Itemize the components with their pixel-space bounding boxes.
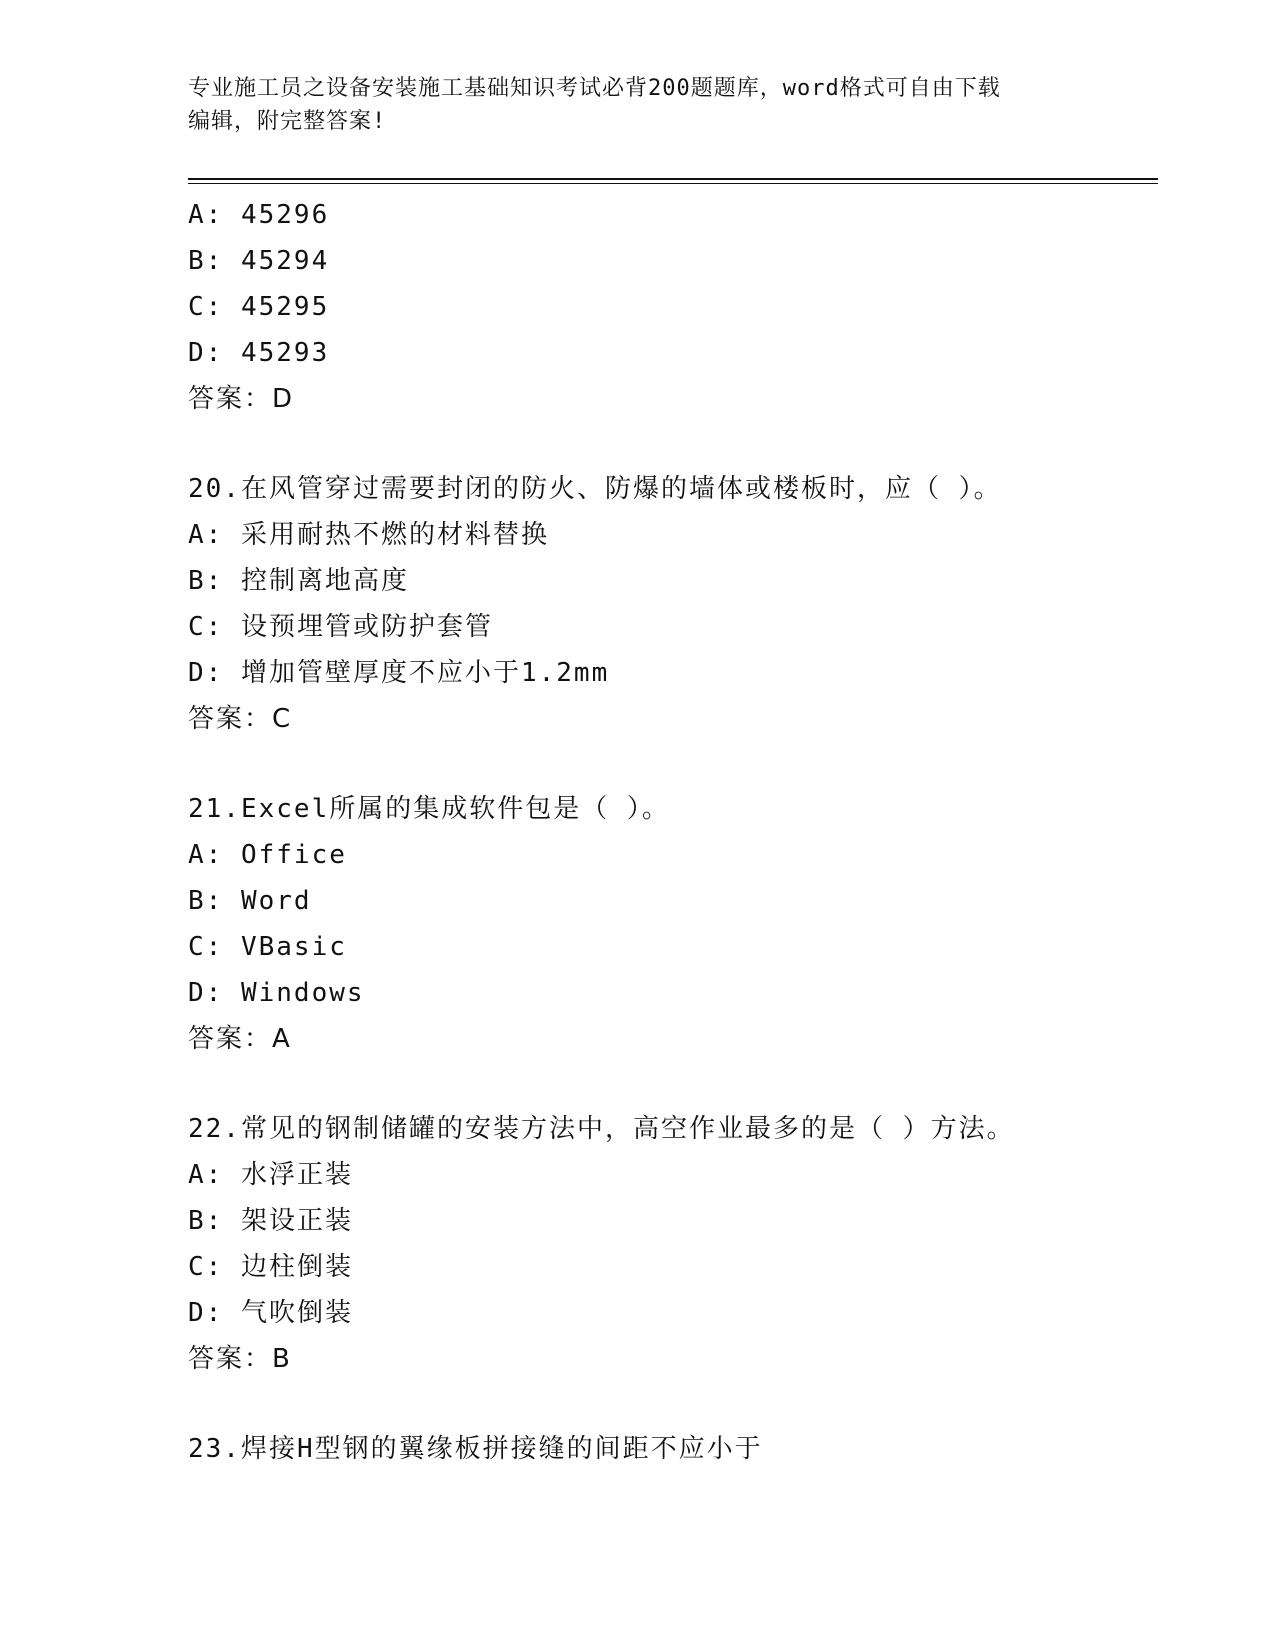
header-title-line2: 编辑，附完整答案! [188, 109, 387, 134]
question-list [188, 190, 1168, 1516]
answer-line: 答案：A [188, 1024, 292, 1054]
answer-line: 答案：C [188, 704, 293, 734]
option-b: B: 控制离地高度 [188, 566, 409, 596]
option-a: A: 45296 [188, 200, 330, 230]
answer-line: 答案：D [188, 384, 295, 414]
header-rule-bottom [188, 183, 1158, 184]
option-c: C: 设预埋管或防护套管 [188, 612, 493, 642]
option-c: C: 边柱倒装 [188, 1252, 353, 1282]
question-block-22 [188, 1106, 1168, 1382]
question-block-23 [188, 1426, 1168, 1472]
option-a: A: 采用耐热不燃的材料替换 [188, 520, 549, 550]
option-a: A: 水浮正装 [188, 1160, 353, 1190]
option-b: B: Word [188, 886, 312, 916]
header-rule-top [188, 178, 1158, 180]
option-c: C: 45295 [188, 292, 330, 322]
question-block-19 [188, 192, 1168, 422]
header-title-line1: 专业施工员之设备安装施工基础知识考试必背200题题库，word格式可自由下载 [188, 76, 1001, 101]
question-text: 20.在风管穿过需要封闭的防火、防爆的墙体或楼板时，应（ ）。 [188, 474, 1002, 504]
option-d: D: 气吹倒装 [188, 1298, 353, 1328]
option-d: D: Windows [188, 978, 365, 1008]
option-d: D: 45293 [188, 338, 330, 368]
option-a: A: Office [188, 840, 347, 870]
option-b: B: 45294 [188, 246, 330, 276]
document-header [188, 72, 1088, 138]
option-d: D: 增加管壁厚度不应小于1.2mm [188, 658, 610, 688]
answer-line: 答案：B [188, 1344, 292, 1374]
question-text: 21.Excel所属的集成软件包是（ ）。 [188, 794, 670, 824]
question-block-20 [188, 466, 1168, 742]
question-block-21 [188, 786, 1168, 1062]
option-b: B: 架设正装 [188, 1206, 353, 1236]
question-text: 23.焊接H型钢的翼缘板拼接缝的间距不应小于 [188, 1434, 763, 1464]
option-c: C: VBasic [188, 932, 347, 962]
question-text: 22.常见的钢制储罐的安装方法中，高空作业最多的是（ ）方法。 [188, 1114, 1015, 1144]
